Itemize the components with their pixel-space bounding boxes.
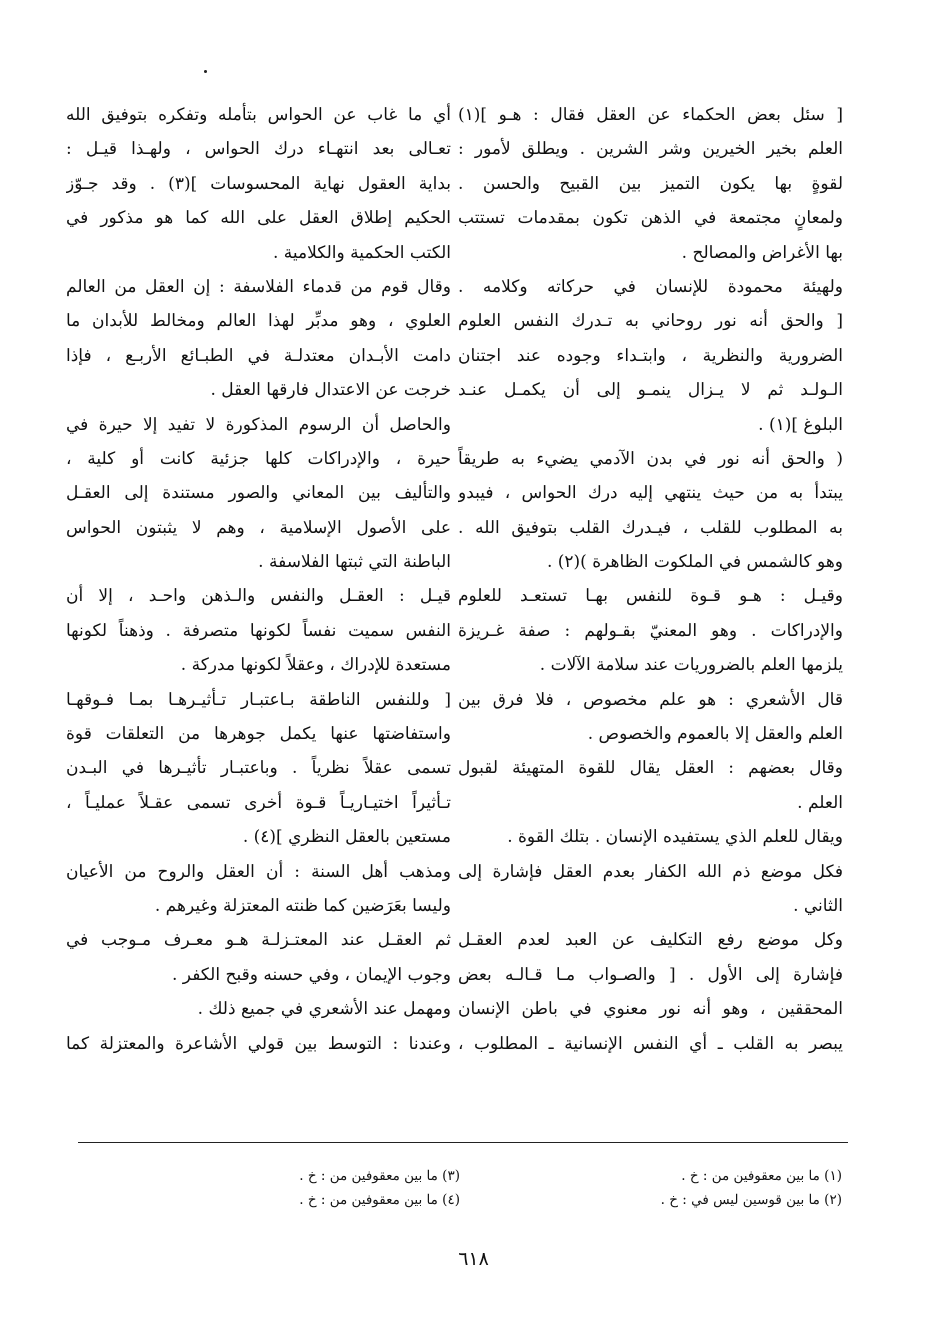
text-line: يبتدأ به من حيث ينتهي إليه درك الحواس ، فيبدو	[458, 483, 843, 504]
text-line: العلم بخير الخيرين وشر الشرين . ويطلق لأمور :	[458, 139, 843, 160]
footnote-1: (١) ما بين معقوفين من : خ .	[681, 1168, 842, 1184]
text-line: بداية العقول نهاية المحسوسات ](٣) . وقد جـوّز	[66, 173, 451, 194]
text-line: الحكيم إطلاق العقل على الله كما هو مذكور في	[66, 208, 451, 229]
text-line: قيـل : العقـل والنفس والـذهن واحـد ، إلا أن	[66, 586, 451, 607]
text-line: ويقال للعلم الذي يستفيده الإنسان . بتلك القوة .	[507, 827, 843, 848]
text-line: وعندنا : التوسط بين قولي الأشاعرة والمعتزلة كما	[66, 1033, 451, 1054]
text-line: البلوغ ](١) .	[758, 414, 843, 435]
footnote-3: (٣) ما بين معقوفين من : خ .	[299, 1168, 460, 1184]
text-line: تسمى عقلاً نظرياً . وباعتبـار تأثيـرها في البـدن	[66, 758, 451, 779]
text-line: خرجت عن الاعتدال فارقها العقل .	[210, 380, 451, 401]
text-line: وكل موضع رفع التكليف عن العبد لعدم العقـل	[458, 930, 843, 951]
text-line: وجوب الإيمان ، وفي حسنه وقبح الكفر .	[172, 964, 451, 985]
text-line: أي ما غاب عن الحواس بتأمله وتفكره بتوفيق الله	[66, 105, 451, 125]
text-line: حيرة ، والإدراكات كلها جزئية كانت أو كلية ،	[66, 448, 451, 469]
text-line: العلم .	[797, 792, 843, 813]
text-line: وقيـل : هـو قـوة للنفس بهـا تستعـد للعلوم	[458, 586, 843, 607]
text-line: [ سئل بعض الحكماء عن العقل فقال : هـو ](١)	[458, 105, 843, 125]
text-line: يبصر به القلب ـ أي النفس الإنسانية ـ المطلوب ،	[458, 1033, 843, 1054]
text-line: دامت الأبـدان معتدلـة في الطبـائع الأربـع ، فإذا	[66, 345, 451, 366]
text-column-right	[458, 98, 843, 1061]
text-line: ومهمل عند الأشعري في جميع ذلك .	[197, 999, 451, 1020]
text-line: النفس سميت نفساً لكونها متصرفة . وذهناً لكونها	[66, 620, 451, 641]
text-line: [ والحق أنه نور روحاني به تـدرك النفس العلوم	[458, 311, 843, 332]
text-line: والحاصل أن الرسوم المذكورة لا تفيد إلا حيرة في	[66, 414, 451, 435]
text-line: الباطنة التي ثبتها الفلاسفة .	[258, 552, 451, 573]
text-line: لقوةٍ بها يكون التميز بين القبيح والحسن .	[458, 173, 843, 194]
text-line: والإدراكات . وهو المعنيّ بقـولهم : صفة غـريزة	[458, 620, 843, 641]
footnotes-right	[482, 1164, 842, 1212]
text-line: قال الأشعري : هو علم مخصوص ، فلا فرق بين	[458, 689, 843, 710]
text-line: ولمعانٍ مجتمعة في الذهن تكون بمقدمات تستتب	[458, 208, 843, 229]
text-line: به المطلوب للقلب ، فيـدرك القلب بتوفيق الله .	[458, 517, 843, 538]
text-line: الـولـد ثم لا يـزال ينمـو إلى أن يكمـل عنـد	[458, 380, 843, 401]
text-column-left	[66, 98, 451, 1061]
text-line: تـأثيراً اختيـاريـاً قـوة أخرى تسمى عقـلاً عمليـاً ،	[66, 792, 451, 813]
footnotes-left	[100, 1164, 460, 1212]
text-line: ثم العقـل عند المعتـزلـة هـو معـرف مـوجب في	[66, 930, 451, 951]
text-line: ولهيئة محمودة للإنسان في حركاته وكلامه .	[458, 276, 843, 297]
text-line: الثاني .	[793, 895, 843, 916]
text-line: يلزمها العلم بالضروريات عند سلامة الآلات .	[539, 655, 843, 676]
footnote-2: (٢) ما بين قوسين ليس في : خ .	[660, 1192, 842, 1208]
text-line: تعـالى بعد انتهـاء درك الحواس ، ولهـذا قيـل :	[66, 139, 451, 160]
text-line: المحققين ، وهو أنه نور معنوي في باطن الإنسان	[458, 999, 843, 1020]
footnote-separator	[78, 1142, 848, 1143]
text-line: مستعدة للإدراك ، وعقلاً لكونها مدركة .	[180, 655, 451, 676]
text-line: على الأصول الإسلامية ، وهم لا يثبتون الحواس	[66, 517, 451, 538]
footnote-4: (٤) ما بين معقوفين من : خ .	[299, 1192, 460, 1208]
text-line: الكتب الحكمية والكلامية .	[272, 242, 451, 263]
text-line: ( والحق أنه نور في بدن الآدمي يضيء به طريقاً	[458, 448, 843, 469]
text-line: وليسا بعَرَضين كما ظنته المعتزلة وغيرهم .	[154, 895, 451, 916]
page-speck	[204, 70, 207, 73]
page-number: ٦١٨	[458, 1248, 489, 1270]
text-line: وقال بعضهم : العقل يقال للقوة المتهيئة لقبول	[458, 758, 843, 779]
text-line: وهو كالشمس في الملكوت الظاهرة )(٢) .	[546, 552, 843, 573]
text-line: الضرورية والنظرية ، وابتـداء وجوده عند اجتنان	[458, 345, 843, 366]
text-line: العلم والعقل إلا بالعموم والخصوص .	[587, 724, 843, 745]
text-line: العلوي ، وهو مدبِّر لهذا العالم ومخالط للأبدان ما	[66, 311, 451, 332]
text-line: واستفاضتها عنها يكمل جوهرها من التعلقات قوة	[66, 724, 451, 745]
text-line: بها الأغراض والمصالح .	[681, 242, 843, 263]
text-line: ومذهب أهل السنة : أن العقل والروح من الأعيان	[66, 861, 451, 882]
text-line: مستعين بالعقل النظري ](٤) .	[242, 827, 451, 848]
text-line: فكل موضع ذم الله الكفار بعدم العقل فإشارة إلى	[458, 861, 843, 882]
text-line: والتأليف بين المعاني والصور مستندة إلى العقـل	[66, 483, 451, 504]
text-line: وقال قوم من قدماء الفلاسفة : إن العقل من العالم	[66, 276, 451, 297]
text-line: فإشارة إلى الأول . [ والصـواب مـا قـالـه بعض	[458, 964, 843, 985]
text-line: [ وللنفس الناطقة بـاعتبـار تـأثيـرهـا بمـا فـوقهـا	[66, 689, 451, 710]
